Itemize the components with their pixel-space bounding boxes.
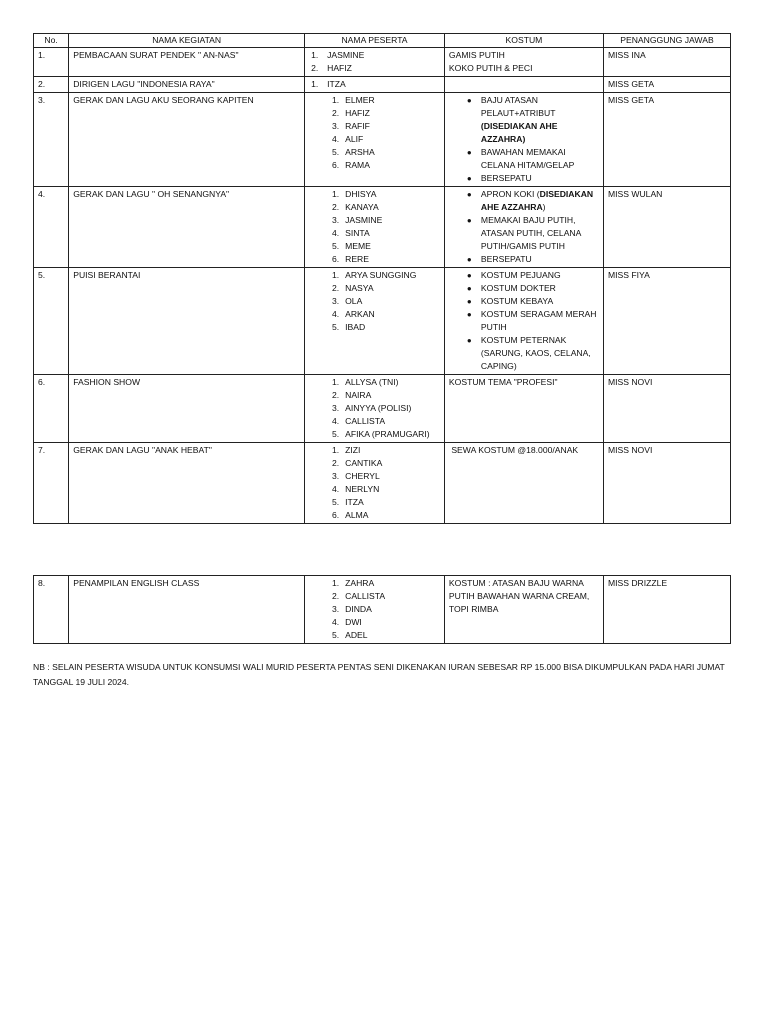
bullet-icon: ●: [466, 255, 472, 264]
cell-kostum: [444, 93, 603, 187]
participant-number: 6.: [331, 160, 340, 170]
costume-list: [449, 94, 599, 185]
participant-item: [309, 509, 440, 522]
participant-number: 4.: [331, 134, 340, 144]
costume-item: [449, 146, 599, 172]
cell-kegiatan: GERAK DAN LAGU "ANAK HEBAT": [69, 443, 305, 524]
participant-number: 3.: [331, 403, 340, 413]
costume-text: KOSTUM DOKTER: [480, 283, 556, 293]
costume-text: BERSEPATU: [480, 254, 532, 264]
costume-item: [449, 253, 599, 266]
bullet-icon: ●: [466, 297, 472, 306]
participant-item: [309, 120, 440, 133]
cell-peserta: [305, 443, 445, 524]
bullet-icon: ●: [466, 271, 472, 280]
participant-name: ITZA: [345, 497, 364, 507]
bullet-icon: ●: [466, 216, 472, 225]
participant-item: [309, 62, 440, 75]
participant-list: [309, 376, 440, 441]
participant-item: [309, 94, 440, 107]
participant-name: NASYA: [345, 283, 374, 293]
cell-penanggung-jawab: MISS GETA: [603, 77, 730, 93]
participant-name: HAFIZ: [327, 63, 352, 73]
participant-item: [309, 603, 440, 616]
participant-name: AINYYA (POLISI): [345, 403, 412, 413]
participant-item: [309, 214, 440, 227]
cell-no: 2.: [34, 77, 69, 93]
costume-line: KOSTUM : ATASAN BAJU WARNA PUTIH BAWAHAN WARNA CREAM, TOPI RIMBA: [448, 578, 592, 614]
participant-name: KANAYA: [345, 202, 379, 212]
participant-item: [309, 282, 440, 295]
costume-text: BAJU ATASAN PELAUT+ATRIBUT: [480, 95, 556, 118]
participant-item: [309, 295, 440, 308]
table-row: [34, 93, 731, 187]
participant-number: 2.: [331, 458, 340, 468]
cell-kegiatan: PEMBACAAN SURAT PENDEK " AN-NAS": [69, 48, 305, 77]
participant-name: JASMINE: [345, 215, 383, 225]
participant-number: 3.: [331, 215, 340, 225]
cell-no: 8.: [34, 576, 69, 644]
participant-name: ADEL: [345, 630, 368, 640]
participant-name: NERLYN: [345, 484, 380, 494]
participant-item: [309, 577, 440, 590]
costume-item: [449, 308, 599, 334]
participant-number: 2.: [331, 108, 340, 118]
cell-penanggung-jawab: MISS DRIZZLE: [603, 576, 730, 644]
costume-item: [449, 94, 599, 146]
participant-name: MEME: [345, 241, 371, 251]
cell-peserta: [305, 48, 445, 77]
table-row: [34, 48, 731, 77]
participant-item: [309, 308, 440, 321]
participant-item: [309, 240, 440, 253]
participant-item: [309, 49, 440, 62]
participant-number: 5.: [331, 241, 340, 251]
participant-item: [309, 389, 440, 402]
table-row: [34, 375, 731, 443]
participant-item: [309, 159, 440, 172]
participant-number: 3.: [331, 471, 340, 481]
costume-text: BERSEPATU: [480, 173, 532, 183]
table-row: [34, 268, 731, 375]
participant-number: 1.: [331, 445, 340, 455]
participant-list: [309, 444, 440, 522]
participant-number: 1.: [331, 189, 340, 199]
header-row: [34, 34, 731, 48]
costume-text: KOSTUM SERAGAM MERAH PUTIH: [480, 309, 597, 332]
participant-number: 4.: [331, 416, 340, 426]
cell-penanggung-jawab: MISS NOVI: [603, 443, 730, 524]
participant-name: AFIKA (PRAMUGARI): [345, 429, 430, 439]
cell-penanggung-jawab: MISS GETA: [603, 93, 730, 187]
participant-name: ARKAN: [345, 309, 375, 319]
costume-item: [449, 334, 599, 373]
participant-item: [309, 78, 440, 91]
table-row: [34, 576, 731, 644]
participant-name: ARYA SUNGGING: [345, 270, 417, 280]
schedule-table: [33, 33, 731, 524]
bullet-icon: ●: [466, 336, 472, 345]
cell-no: 3.: [34, 93, 69, 187]
participant-item: [309, 415, 440, 428]
cell-peserta: [305, 77, 445, 93]
participant-name: OLA: [345, 296, 363, 306]
participant-item: [309, 457, 440, 470]
bullet-icon: ●: [466, 148, 472, 157]
bullet-icon: ●: [466, 284, 472, 293]
participant-item: [309, 629, 440, 642]
participant-list: [309, 269, 440, 334]
cell-no: 4.: [34, 187, 69, 268]
participant-item: [309, 483, 440, 496]
participant-item: [309, 188, 440, 201]
header-penanggung-jawab: PENANGGUNG JAWAB: [603, 34, 730, 48]
costume-text: APRON KOKI (: [480, 189, 540, 199]
costume-list: [449, 269, 599, 373]
participant-name: CANTIKA: [345, 458, 383, 468]
participant-number: 4.: [331, 228, 340, 238]
participant-item: [309, 496, 440, 509]
cell-kegiatan: FASHION SHOW: [69, 375, 305, 443]
participant-name: ARSHA: [345, 147, 375, 157]
participant-number: 3.: [331, 604, 340, 614]
cell-kostum: [444, 443, 603, 524]
cell-peserta: [305, 93, 445, 187]
cell-no: 6.: [34, 375, 69, 443]
participant-number: 4.: [331, 617, 340, 627]
participant-name: RAMA: [345, 160, 370, 170]
cell-kostum: [444, 268, 603, 375]
participant-number: 2.: [331, 202, 340, 212]
participant-name: SINTA: [345, 228, 370, 238]
participant-number: 1.: [331, 95, 340, 105]
table-row: [34, 187, 731, 268]
participant-name: RERE: [345, 254, 369, 264]
participant-name: ALMA: [345, 510, 369, 520]
participant-item: [309, 146, 440, 159]
participant-item: [309, 321, 440, 334]
cell-kegiatan: DIRIGEN LAGU "INDONESIA RAYA": [69, 77, 305, 93]
costume-note-bold: (DISEDIAKAN AHE AZZAHRA): [480, 121, 558, 144]
cell-peserta: [305, 268, 445, 375]
participant-number: 2.: [311, 63, 319, 73]
cell-penanggung-jawab: MISS NOVI: [603, 375, 730, 443]
participant-item: [309, 444, 440, 457]
participant-number: 5.: [331, 322, 340, 332]
cell-kegiatan: PENAMPILAN ENGLISH CLASS: [69, 576, 305, 644]
participant-list: [309, 78, 440, 91]
participant-list: [309, 49, 440, 75]
cell-kegiatan: GERAK DAN LAGU AKU SEORANG KAPITEN: [69, 93, 305, 187]
costume-text: KOSTUM PETERNAK (SARUNG, KAOS, CELANA, CAPING): [480, 335, 591, 371]
participant-number: 6.: [331, 510, 340, 520]
participant-name: ZIZI: [345, 445, 361, 455]
costume-text: KOSTUM PEJUANG: [480, 270, 561, 280]
participant-number: 4.: [331, 309, 340, 319]
cell-kegiatan: GERAK DAN LAGU " OH SENANGNYA": [69, 187, 305, 268]
costume-line: KOSTUM TEMA "PROFESI": [448, 377, 558, 387]
participant-number: 1.: [311, 50, 319, 60]
cell-kegiatan: PUISI BERANTAI: [69, 268, 305, 375]
costume-line: SEWA KOSTUM @18.000/ANAK: [448, 445, 579, 455]
cell-no: 5.: [34, 268, 69, 375]
cell-peserta: [305, 375, 445, 443]
participant-item: [309, 201, 440, 214]
cell-no: 7.: [34, 443, 69, 524]
participant-number: 2.: [331, 390, 340, 400]
header-kegiatan: NAMA KEGIATAN: [69, 34, 305, 48]
header-kostum: KOSTUM: [444, 34, 603, 48]
costume-item: [449, 282, 599, 295]
participant-number: 5.: [331, 429, 340, 439]
cell-kostum: [444, 48, 603, 77]
participant-name: CALLISTA: [345, 591, 386, 601]
costume-line: GAMIS PUTIH: [448, 50, 505, 60]
participant-name: DINDA: [345, 604, 372, 614]
english-class-table: [33, 575, 731, 644]
participant-list: [309, 188, 440, 266]
participant-name: DWI: [345, 617, 362, 627]
participant-name: ALLYSA (TNI): [345, 377, 399, 387]
costume-text: BAWAHAN MEMAKAI CELANA HITAM/GELAP: [480, 147, 575, 170]
header-peserta: NAMA PESERTA: [305, 34, 445, 48]
participant-number: 1.: [331, 578, 340, 588]
cell-no: 1.: [34, 48, 69, 77]
participant-item: [309, 133, 440, 146]
participant-name: JASMINE: [327, 50, 365, 60]
participant-name: ZAHRA: [345, 578, 375, 588]
cell-penanggung-jawab: MISS FIYA: [603, 268, 730, 375]
costume-item: [449, 172, 599, 185]
cell-kostum: [444, 77, 603, 93]
costume-text: MEMAKAI BAJU PUTIH, ATASAN PUTIH, CELANA PUTIH/GAMIS PUTIH: [480, 215, 581, 251]
costume-item: [449, 188, 599, 214]
footnote: NB : SELAIN PESERTA WISUDA UNTUK KONSUMSI WALI MURID PESERTA PENTAS SENI DIKENAKAN IURAN SEBESAR RP 15.000 BISA DIKUMPULKAN PADA HARI JUMAT TANGGAL 19 JULI 2024.: [33, 662, 725, 687]
participant-number: 6.: [331, 254, 340, 264]
participant-item: [309, 269, 440, 282]
participant-number: 5.: [331, 497, 340, 507]
participant-name: ITZA: [327, 79, 346, 89]
participant-number: 4.: [331, 484, 340, 494]
participant-name: DHISYA: [345, 189, 377, 199]
costume-item: [449, 295, 599, 308]
participant-number: 1.: [331, 377, 340, 387]
participant-number: 5.: [331, 630, 340, 640]
participant-item: [309, 107, 440, 120]
participant-item: [309, 376, 440, 389]
costume-line: KOKO PUTIH & PECI: [448, 63, 533, 73]
participant-number: 5.: [331, 147, 340, 157]
cell-peserta: [305, 187, 445, 268]
cell-kostum: [444, 187, 603, 268]
participant-item: [309, 402, 440, 415]
participant-number: 3.: [331, 296, 340, 306]
table-row: [34, 443, 731, 524]
participant-number: 1.: [311, 79, 319, 89]
participant-list: [309, 94, 440, 172]
cell-penanggung-jawab: MISS INA: [603, 48, 730, 77]
participant-name: CALLISTA: [345, 416, 386, 426]
costume-note-bold: DISEDIAKAN AHE AZZAHRA: [480, 189, 594, 212]
bullet-icon: ●: [466, 174, 472, 183]
participant-item: [309, 253, 440, 266]
participant-number: 2.: [331, 283, 340, 293]
participant-item: [309, 227, 440, 240]
bullet-icon: ●: [466, 190, 472, 199]
participant-name: RAFIF: [345, 121, 370, 131]
participant-item: [309, 616, 440, 629]
participant-item: [309, 590, 440, 603]
participant-name: ALIF: [345, 134, 364, 144]
costume-item: [449, 269, 599, 282]
bullet-icon: ●: [466, 96, 472, 105]
cell-penanggung-jawab: MISS WULAN: [603, 187, 730, 268]
table-row: [34, 77, 731, 93]
cell-peserta: [305, 576, 445, 644]
costume-list: [449, 188, 599, 266]
participant-name: CHERYL: [345, 471, 380, 481]
participant-number: 2.: [331, 591, 340, 601]
bullet-icon: ●: [466, 310, 472, 319]
participant-name: HAFIZ: [345, 108, 370, 118]
costume-item: [449, 214, 599, 253]
participant-number: 1.: [331, 270, 340, 280]
header-no: No.: [34, 34, 69, 48]
costume-text: ): [542, 202, 546, 212]
costume-text: KOSTUM KEBAYA: [480, 296, 554, 306]
participant-name: ELMER: [345, 95, 375, 105]
participant-name: NAIRA: [345, 390, 372, 400]
participant-name: IBAD: [345, 322, 366, 332]
participant-list: [309, 577, 440, 642]
participant-item: [309, 470, 440, 483]
participant-number: 3.: [331, 121, 340, 131]
cell-kostum: [444, 375, 603, 443]
participant-item: [309, 428, 440, 441]
cell-kostum: [444, 576, 603, 644]
